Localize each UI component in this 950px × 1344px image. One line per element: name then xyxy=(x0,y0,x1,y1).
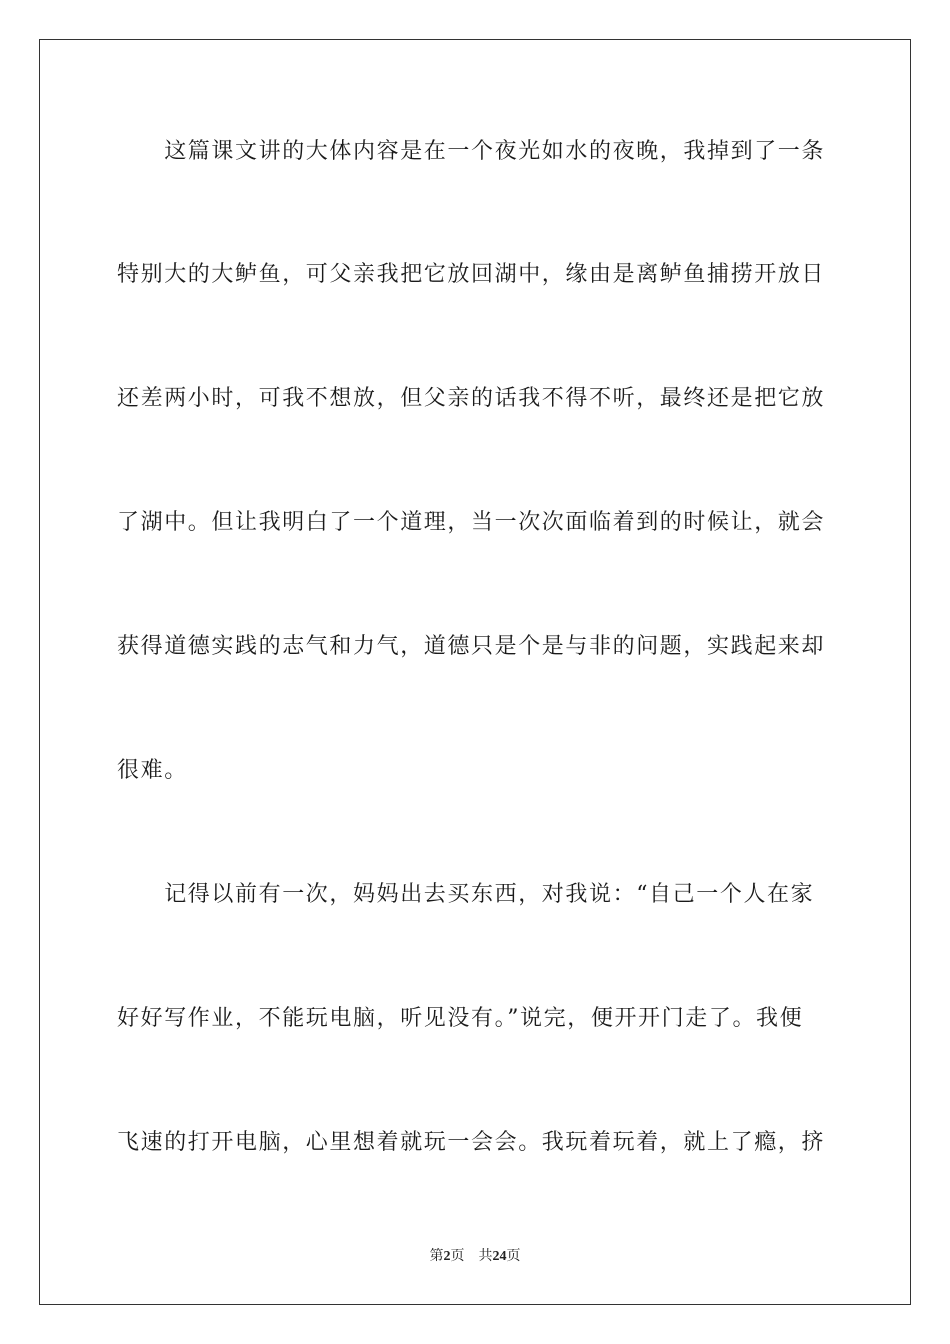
text-line: 好好写作业，不能玩电脑，听见没有。”说完，便开开门走了。我便 xyxy=(117,1006,804,1031)
page-border xyxy=(39,39,911,1305)
text-line: 特别大的大鲈鱼，可父亲我把它放回湖中，缘由是离鲈鱼捕捞开放日 xyxy=(117,262,826,287)
page-suffix: 页 xyxy=(450,1248,465,1264)
text-line: 获得道德实践的志气和力气，道德只是个是与非的问题，实践起来却 xyxy=(117,634,826,659)
total-pages: 24 xyxy=(492,1249,507,1264)
text-line: 飞速的打开电脑，心里想着就玩一会会。我玩着玩着，就上了瘾，挤 xyxy=(117,1130,826,1155)
page-prefix: 第 xyxy=(429,1248,444,1264)
text-line: 这篇课文讲的大体内容是在一个夜光如水的夜晚，我掉到了一条 xyxy=(117,139,826,164)
text-line: 还差两小时，可我不想放，但父亲的话我不得不听，最终还是把它放 xyxy=(117,386,826,411)
page-footer xyxy=(0,1246,950,1267)
total-suffix: 页 xyxy=(506,1248,521,1264)
text-line: 很难。 xyxy=(117,758,188,783)
text-line: 记得以前有一次，妈妈出去买东西，对我说：“自己一个人在家 xyxy=(117,882,815,907)
total-prefix: 共 xyxy=(478,1248,493,1264)
page-number: 2 xyxy=(443,1249,451,1264)
text-line: 了湖中。但让我明白了一个道理，当一次次面临着到的时候让，就会 xyxy=(117,510,826,535)
